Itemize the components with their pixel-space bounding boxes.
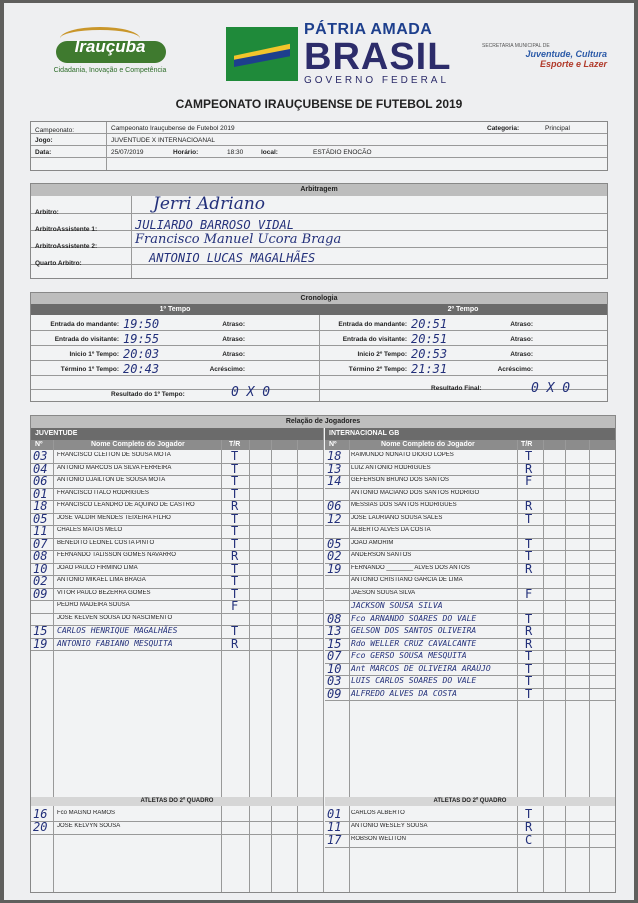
assistente1-value: JULIARDO BARROSO VIDAL — [135, 218, 294, 232]
away-player-name: LUIZ ANTONIO RODRIGUES — [351, 464, 431, 471]
home-player-number: 08 — [33, 549, 48, 563]
secretaria-logo — [482, 43, 607, 83]
t2-row-0-label2: Atraso: — [510, 321, 533, 328]
away-player-name: JACKSON SOUSA SILVA — [351, 601, 443, 610]
home-quadro-player-name: JOSE KELVYN SOUSA — [57, 823, 121, 829]
page-title: CAMPEONATO IRAUÇUBENSE DE FUTEBOL 2019 — [175, 97, 463, 111]
home-player-number: 18 — [33, 499, 48, 513]
away-quadro-player-number: 01 — [327, 807, 342, 821]
home-player-name: JOAO PAULO FIRMINO LIMA — [57, 564, 138, 571]
away-player-number: 02 — [327, 549, 342, 563]
home-player-number: 10 — [33, 561, 48, 576]
t1-row-2-label: Inicio 1º Tempo: — [69, 351, 119, 358]
home-player-name: BENEDITO LEONEL COSTA PINTO — [57, 539, 155, 546]
home-player-tr: T — [231, 586, 239, 601]
away-player-number: 03 — [327, 674, 342, 688]
away-player-tr: T — [525, 511, 533, 526]
home-quadro-player-number: 16 — [33, 807, 48, 821]
resultado-1-value: 0 X 0 — [231, 385, 271, 400]
home-player-tr: R — [231, 549, 239, 563]
home-player-number: 01 — [33, 486, 48, 501]
assistente2-value: Francisco Manuel Ucora Braga — [135, 232, 342, 247]
home-player-name: FRANCISCO ITALO RODRIGUES — [57, 489, 149, 496]
t2-row-3-time: 21:31 — [411, 362, 448, 376]
t1-row-0-label: Entrada do mandante: — [50, 321, 119, 328]
iraucuba-logo — [40, 25, 180, 85]
local-value: ESTÁDIO ENOCÃO — [313, 149, 372, 156]
home-player-number: 07 — [33, 536, 48, 551]
away-player-name: GELSON DOS SANTOS OLIVEIRA — [351, 626, 477, 635]
home-player-tr: T — [231, 524, 239, 538]
arbitragem-box — [30, 183, 608, 279]
t2-row-3-label: Término 2º Tempo: — [348, 366, 407, 373]
assistente1-label: ArbitroAssistente 1: — [35, 226, 98, 233]
away-quadro-player-tr: T — [525, 807, 533, 821]
arbitro-signature: Jerri Adriano — [153, 194, 266, 214]
away-player-tr: R — [525, 636, 533, 651]
home-player-number: 19 — [33, 636, 48, 651]
iraucuba-logo-name: Irauçuba — [74, 37, 146, 56]
t1-row-3-label2: Acréscimo: — [209, 366, 245, 373]
away-player-tr: F — [525, 474, 533, 488]
data-value: 25/07/2019 — [111, 149, 144, 156]
away-player-number: 15 — [327, 636, 342, 651]
away-player-number: 10 — [327, 661, 342, 676]
away-player-number: 14 — [327, 474, 342, 488]
t2-row-1-time: 20:51 — [411, 332, 448, 346]
home-player-number: 04 — [33, 461, 48, 476]
t2-row-0-label: Entrada do mandante: — [338, 321, 407, 328]
away-player-tr: F — [525, 586, 533, 601]
t1-row-0-label2: Atraso: — [222, 321, 245, 328]
data-label: Data: — [35, 149, 52, 156]
home-player-name: ANTONIO FABIANO MESQUITA — [57, 638, 173, 648]
t1-row-1-label2: Atraso: — [222, 336, 245, 343]
home-player-tr: T — [231, 461, 239, 476]
sumula-sheet — [4, 3, 634, 900]
home-player-name: FRANCISCO CLEITON DE SOUSA MOTA — [57, 452, 171, 458]
away-quadro-player-name: ROBSON WELITON — [351, 836, 406, 842]
home-quadro-player-number: 20 — [33, 820, 48, 834]
home-player-tr: F — [231, 599, 239, 613]
resultado-final-label: Resultado Final: — [431, 385, 482, 392]
away-player-tr: T — [525, 536, 533, 551]
away-player-name: MESSIAS DOS SANTOS RODRIGUES — [351, 502, 457, 508]
away-player-number: 13 — [327, 461, 342, 476]
home-player-number: 06 — [33, 474, 48, 488]
away-quadro-player-name: ANTONIO WESLEY SOUSA — [351, 823, 428, 829]
home-player-name: JOSE VALDIR MENDES TEIXEIRA FILHO — [57, 514, 171, 521]
assistente2-label: ArbitroAssistente 2: — [35, 243, 98, 250]
home-player-name: ANTONIO MARCOS DA SILVA FERREIRA — [57, 464, 172, 471]
arbitro-label: Arbitro: — [35, 209, 59, 216]
away-player-number: 18 — [327, 449, 342, 463]
home-col-n: Nº — [35, 441, 43, 448]
home-player-number: 05 — [33, 511, 48, 526]
home-col-name: Nome Completo do Jogador — [91, 441, 185, 448]
home-player-number: 02 — [33, 574, 48, 588]
jogo-value: JUVENTUDE X INTERNACIOANAL — [111, 137, 216, 144]
home-player-number: 15 — [33, 624, 48, 638]
t1-row-2-label2: Atraso: — [222, 351, 245, 358]
home-player-name: CARLOS HENRIQUE MAGALHÃES — [57, 626, 178, 635]
home-player-number: 11 — [33, 524, 48, 538]
away-player-number: 19 — [327, 561, 342, 576]
away-player-name: LUIS CARLOS SOARES DO VALE — [351, 676, 477, 685]
home-player-name: FERNANDO TALISSON GOMES NAVARRO — [57, 552, 176, 558]
away-player-tr: R — [525, 624, 533, 638]
away-player-tr: R — [525, 461, 533, 476]
brasil-flag-icon — [226, 27, 298, 81]
secretaria-label: SECRETARIA MUNICIPAL DE — [482, 43, 550, 49]
away-player-name: ANDERSON SANTOS — [351, 552, 412, 558]
home-team-name: JUVENTUDE — [31, 428, 323, 440]
jogo-label: Jogo: — [35, 137, 53, 144]
away-player-name: RAIMUNDO NONATO DIOGO LOPES — [351, 452, 454, 458]
campeonato-label: Campeonato: — [35, 127, 75, 134]
secretaria-line1: Juventude, Cultura — [525, 49, 607, 59]
away-player-tr: R — [525, 499, 533, 513]
home-player-tr: T — [231, 561, 239, 576]
home-col-tr: T/R — [229, 441, 241, 448]
away-quadro-header: ATLETAS DO 2º QUADRO — [325, 797, 615, 806]
away-player-tr: T — [525, 611, 533, 626]
away-player-name: ANTONIO MACIANO DOS SANTOS RODRIGO — [351, 489, 480, 496]
away-player-tr: T — [525, 674, 533, 688]
away-player-number: 05 — [327, 536, 342, 551]
t2-row-2-label: Inicio 2º Tempo: — [357, 351, 407, 358]
home-player-name: JOSE KELVEN SOUSA DO NASCIMENTO — [57, 614, 173, 621]
home-player-tr: T — [231, 486, 239, 501]
away-player-number: 09 — [327, 686, 342, 701]
home-player-name: FRANCISCO LEANDRO DE AQUINO DE CASTRO — [57, 502, 195, 508]
away-quadro-player-number: 17 — [327, 833, 342, 847]
away-player-number: 07 — [327, 649, 342, 663]
away-col-n: Nº — [329, 441, 337, 448]
away-quadro-player-tr: C — [525, 833, 533, 847]
arbitragem-title: Arbitragem — [31, 184, 607, 196]
away-player-number: 06 — [327, 499, 342, 513]
away-player-name: ALFREDO ALVES DA COSTA — [351, 688, 457, 698]
iraucuba-logo-tagline: Cidadania, Inovação e Competência — [53, 67, 167, 74]
t2-row-1-label2: Atraso: — [510, 336, 533, 343]
away-player-name: Fco GERSO SOUSA MESQUITA — [351, 651, 467, 660]
away-player-name: Ant MARCOS DE OLIVEIRA ARAÚJO — [351, 663, 491, 673]
categoria-label: Categoria: — [487, 125, 520, 132]
tempo2-header: 2º Tempo — [319, 304, 607, 315]
t1-row-2-time: 20:03 — [123, 347, 160, 361]
home-player-number: 03 — [33, 449, 48, 463]
t1-row-3-time: 20:43 — [123, 362, 160, 376]
home-player-tr: T — [231, 449, 239, 463]
away-quadro-player-name: CARLOS ALBERTO — [351, 810, 405, 816]
governo-federal-brand — [304, 21, 454, 86]
away-player-tr: T — [525, 449, 533, 463]
t2-row-2-time: 20:53 — [411, 347, 448, 361]
away-player-tr: T — [525, 649, 533, 663]
home-player-name: VITOR PAULO BEZERRA GOMES — [57, 589, 151, 596]
away-player-name: Rdo WELLER CRUZ CAVALCANTE — [351, 638, 477, 648]
away-player-tr: R — [525, 561, 533, 576]
home-player-tr: T — [231, 511, 239, 526]
tempo1-header: 1º Tempo — [31, 304, 319, 315]
home-quadro-header: ATLETAS DO 2º QUADRO — [31, 797, 323, 806]
away-quadro-player-number: 11 — [327, 820, 342, 834]
t1-row-3-label: Término 1º Tempo: — [60, 366, 119, 373]
home-player-name: ANTONIO MIKAEL LIMA BRAGA — [57, 577, 146, 583]
away-col-name: Nome Completo do Jogador — [381, 441, 475, 448]
secretaria-line2: Esporte e Lazer — [539, 59, 607, 69]
jogadores-title: Relação de Jogadores — [31, 416, 615, 428]
away-player-number: 12 — [327, 511, 342, 526]
t1-row-1-label: Entrada do visitante: — [54, 336, 119, 343]
away-player-number: 13 — [327, 624, 342, 638]
home-player-name: ANTONIO DJAILTON DE SOUSA MOTA — [57, 477, 166, 483]
away-player-name: ALBERTO ALVES DA COSTA — [351, 527, 431, 533]
quarto-arbitro-value: ANTONIO LUCAS MAGALHÃES — [149, 251, 316, 265]
t1-row-1-time: 19:55 — [123, 332, 160, 346]
away-player-name: JAESON SOUSA SILVA — [351, 589, 416, 596]
brand-line3: GOVERNO FEDERAL — [304, 75, 450, 86]
match-info-box — [30, 121, 608, 171]
home-player-name: PEDRO MADEIRA SOUSA — [57, 602, 130, 608]
away-team-name: INTERNACIONAL GB — [325, 428, 615, 440]
home-quadro-player-name: Fco MAGNO RAMOS — [57, 810, 116, 816]
away-player-name: JOÃO AMORIM — [351, 539, 394, 546]
away-col-tr: T/R — [521, 441, 533, 448]
t2-row-3-label2: Acréscimo: — [497, 366, 533, 373]
jogadores-box — [30, 415, 616, 893]
away-player-tr: T — [525, 661, 533, 676]
away-player-name: FERNANDO ________ ALVES DOS ANTOS — [351, 564, 470, 571]
away-player-tr: T — [525, 549, 533, 563]
resultado-final-value: 0 X 0 — [531, 381, 571, 396]
away-player-name: JOSE LAURIANO SOUSA SALES — [351, 514, 443, 521]
away-quadro-player-tr: R — [525, 820, 533, 834]
away-player-number: 08 — [327, 611, 342, 626]
t2-row-1-label: Entrada do visitante: — [342, 336, 407, 343]
home-player-tr: R — [231, 499, 239, 513]
brand-line1: PÁTRIA AMADA — [304, 21, 433, 38]
home-player-tr: T — [231, 474, 239, 488]
t2-row-0-time: 20:51 — [411, 317, 448, 331]
categoria-value: Principal — [545, 125, 570, 132]
away-player-name: ANTONIO CRISTIANO GARCIA DE LIMA — [351, 577, 463, 583]
home-player-tr: T — [231, 624, 239, 638]
quarto-arbitro-label: Quarto Arbitro: — [35, 260, 82, 267]
home-col-header — [31, 440, 323, 450]
home-player-tr: T — [231, 574, 239, 588]
home-player-tr: R — [231, 636, 239, 651]
campeonato-value: Campeonato Irauçubense de Futebol 2019 — [111, 125, 235, 132]
t1-row-0-time: 19:50 — [123, 317, 160, 331]
home-player-number: 09 — [33, 586, 48, 601]
away-col-header — [325, 440, 615, 450]
home-player-tr: T — [231, 536, 239, 551]
away-player-tr: T — [525, 686, 533, 701]
home-player-name: CHALES MATOS MELO — [57, 527, 123, 533]
cronologia-title: Cronologia — [31, 293, 607, 304]
cronologia-box — [30, 292, 608, 402]
brand-line2: BRASIL — [304, 36, 452, 78]
away-player-name: GEFERSON BRUNO DOS SANTOS — [351, 477, 449, 483]
resultado-1-label: Resultado do 1º Tempo: — [111, 391, 185, 398]
away-player-name: Fco ARNANDO SOARES DO VALE — [351, 613, 477, 623]
local-label: local: — [261, 149, 278, 156]
t2-row-2-label2: Atraso: — [510, 351, 533, 358]
horario-value: 18:30 — [227, 149, 244, 156]
horario-label: Horário: — [173, 149, 199, 156]
